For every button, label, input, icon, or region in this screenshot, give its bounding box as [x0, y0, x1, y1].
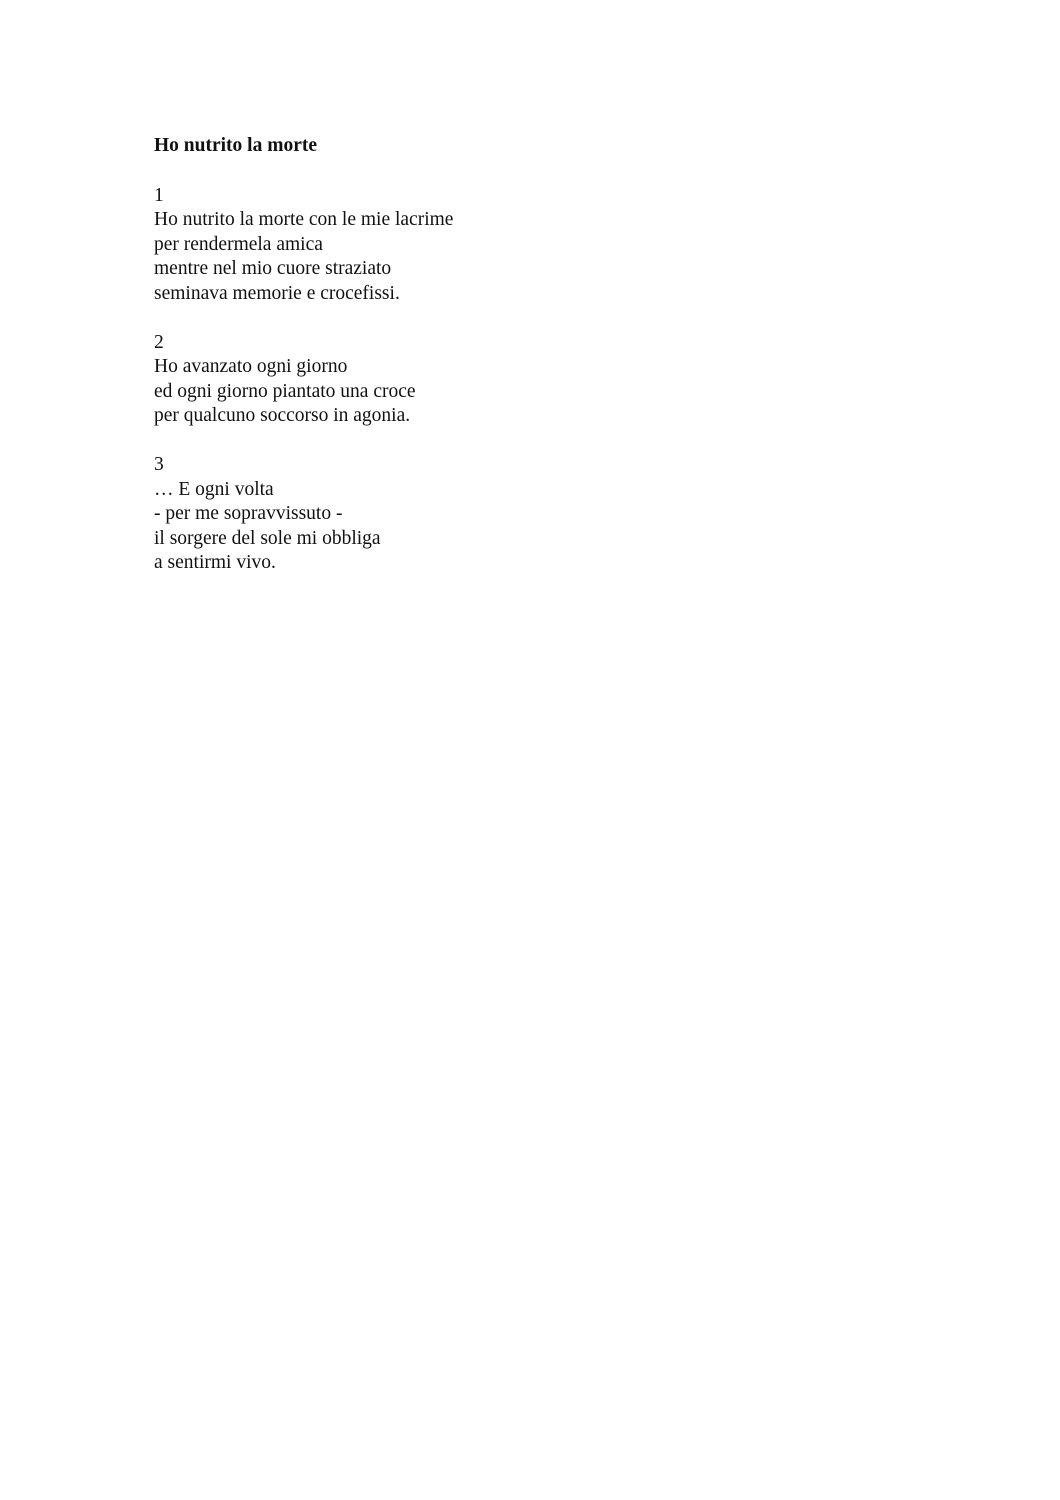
stanza-number: 3	[154, 453, 164, 475]
poem-line: seminava memorie e crocefissi.	[154, 282, 400, 304]
poem-line: Ho nutrito la morte con le mie lacrime	[154, 209, 454, 231]
poem	[154, 134, 914, 600]
poem-line: a sentirmi vivo.	[154, 552, 276, 574]
poem-title: Ho nutrito la morte	[154, 135, 318, 156]
poem-line: - per me sopravvissuto -	[154, 503, 343, 525]
poem-line: per rendermela amica	[154, 233, 323, 255]
stanza-number: 1	[154, 184, 164, 206]
poem-line: Ho avanzato ogni giorno	[154, 356, 348, 378]
poem-line: mentre nel mio cuore straziato	[154, 258, 392, 280]
stanza-2	[154, 331, 914, 429]
poem-line: ed ogni giorno piantato una croce	[154, 380, 416, 402]
stanza-number: 2	[154, 331, 164, 353]
poem-line: per qualcuno soccorso in agonia.	[154, 405, 411, 427]
stanza-3	[154, 453, 914, 576]
poem-line: il sorgere del sole mi obbliga	[154, 527, 381, 549]
stanza-1	[154, 184, 914, 307]
poem-line: … E ogni volta	[154, 478, 274, 500]
